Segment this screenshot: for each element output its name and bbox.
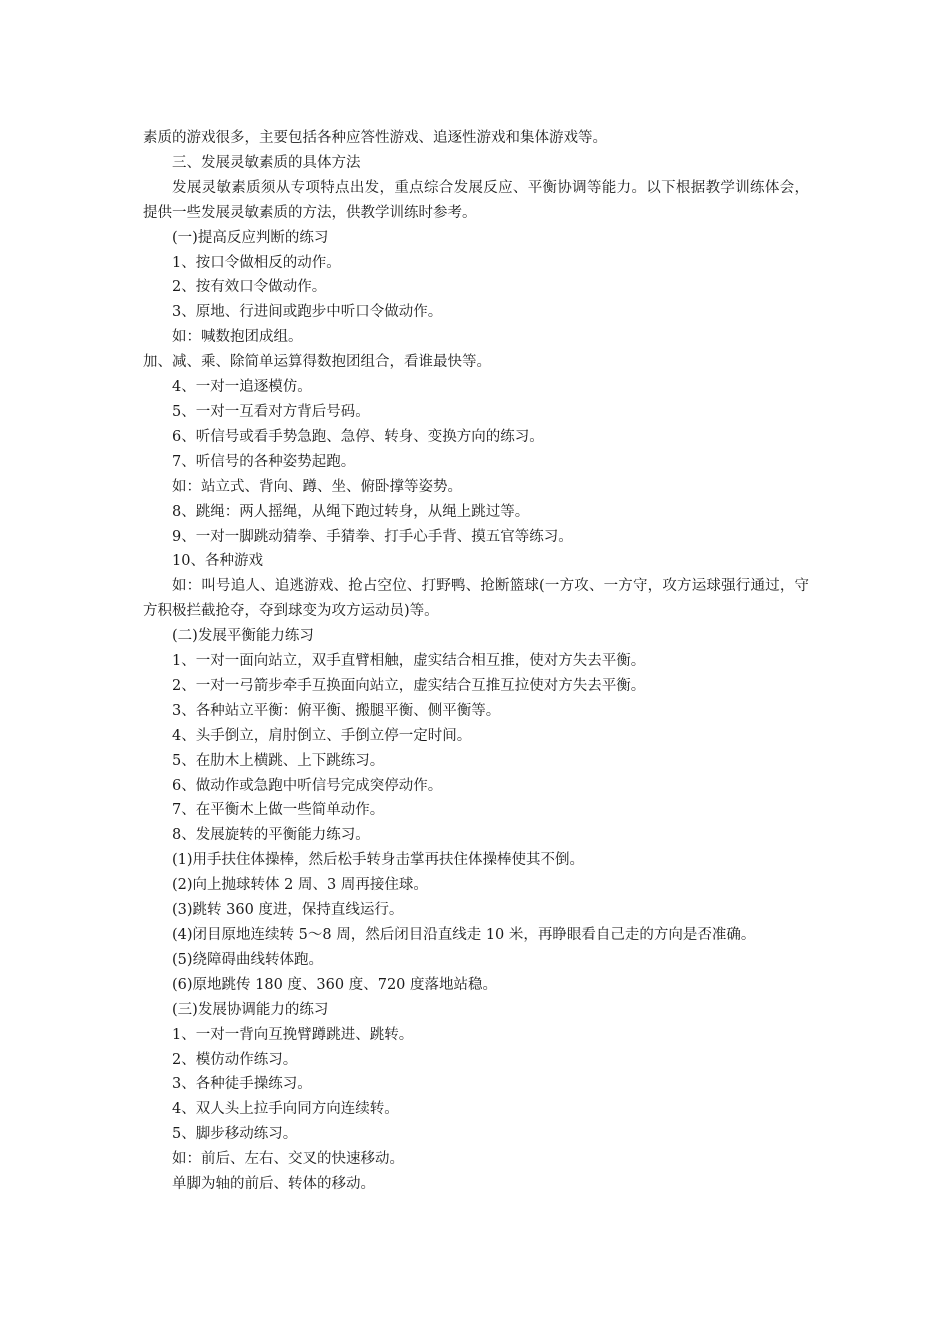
paragraph: 2、按有效口令做动作。 bbox=[172, 279, 327, 296]
paragraph: (6)原地跳传 180 度、360 度、720 度落地站稳。 bbox=[172, 976, 498, 993]
paragraph: (2)向上抛球转体 2 周、3 周再接住球。 bbox=[172, 877, 428, 894]
paragraph: 三、发展灵敏素质的具体方法 bbox=[172, 154, 361, 171]
paragraph: 5、在肋木上横跳、上下跳练习。 bbox=[172, 752, 385, 769]
paragraph: 4、双人头上拉手向同方向连续转。 bbox=[172, 1101, 399, 1118]
paragraph: 单脚为轴的前后、转体的移动。 bbox=[172, 1176, 375, 1193]
paragraph: 9、一对一脚跳动猜拳、手猜拳、打手心手背、摸五官等练习。 bbox=[172, 528, 573, 545]
paragraph: 6、听信号或看手势急跑、急停、转身、变换方向的练习。 bbox=[172, 428, 544, 445]
paragraph: 加、减、乘、除简单运算得数抱团组合，看谁最快等。 bbox=[143, 354, 491, 371]
paragraph: 1、按口令做相反的动作。 bbox=[172, 254, 341, 271]
paragraph: (4)闭目原地连续转 5～8 周，然后闭目沿直线走 10 米，再睁眼看自己走的方向是否准确。 bbox=[172, 927, 756, 943]
paragraph: 4、一对一追逐模仿。 bbox=[172, 379, 312, 396]
paragraph: 5、脚步移动练习。 bbox=[172, 1126, 298, 1143]
paragraph: 素质的游戏很多，主要包括各种应答性游戏、追逐性游戏和集体游戏等。 bbox=[143, 130, 607, 146]
paragraph: 如：站立式、背向、蹲、坐、俯卧撑等姿势。 bbox=[172, 478, 462, 495]
paragraph: 8、发展旋转的平衡能力练习。 bbox=[172, 827, 370, 844]
paragraph: 5、一对一互看对方背后号码。 bbox=[172, 403, 370, 420]
paragraph: 6、做动作或急跑中听信号完成突停动作。 bbox=[172, 777, 443, 794]
paragraph: 4、头手倒立，肩肘倒立、手倒立停一定时间。 bbox=[172, 727, 472, 744]
paragraph: 如：喊数抱团成组。 bbox=[172, 329, 303, 346]
paragraph: 7、在平衡木上做一些简单动作。 bbox=[172, 802, 385, 819]
paragraph: 3、各种站立平衡：俯平衡、搬腿平衡、侧平衡等。 bbox=[172, 702, 501, 719]
document-body bbox=[143, 126, 809, 1197]
paragraph: 3、原地、行进间或跑步中听口令做动作。 bbox=[172, 304, 443, 321]
paragraph: 2、一对一弓箭步牵手互换面向站立，虚实结合互推互拉使对方失去平衡。 bbox=[172, 677, 646, 694]
paragraph: 1、一对一面向站立，双手直臂相触，虚实结合相互推，使对方失去平衡。 bbox=[172, 653, 646, 670]
paragraph: (二)发展平衡能力练习 bbox=[172, 628, 314, 645]
paragraph: (3)跳转 360 度进，保持直线运行。 bbox=[172, 902, 404, 919]
paragraph: 如：叫号追人、追逃游戏、抢占空位、打野鸭、抢断篮球(一方攻、一方守，攻方运球强行通过，守方积极拦截抢夺，夺到球变为攻方运动员)等。 bbox=[143, 578, 809, 620]
paragraph: 1、一对一背向互挽臂蹲跳进、跳转。 bbox=[172, 1026, 414, 1043]
paragraph: 8、跳绳：两人摇绳，从绳下跑过转身，从绳上跳过等。 bbox=[172, 503, 530, 520]
paragraph: (1)用手扶住体操棒，然后松手转身击掌再扶住体操棒使其不倒。 bbox=[172, 852, 585, 869]
paragraph: 发展灵敏素质须从专项特点出发，重点综合发展反应、平衡协调等能力。以下根据教学训练体会，提供一些发展灵敏素质的方法，供教学训练时参考。 bbox=[143, 179, 809, 221]
paragraph: (5)绕障碍曲线转体跑。 bbox=[172, 951, 324, 968]
paragraph: 2、模仿动作练习。 bbox=[172, 1051, 298, 1068]
paragraph: 10、各种游戏 bbox=[172, 553, 263, 570]
paragraph: 7、听信号的各种姿势起跑。 bbox=[172, 453, 356, 470]
paragraph: 如：前后、左右、交叉的快速移动。 bbox=[172, 1151, 404, 1168]
paragraph: (三)发展协调能力的练习 bbox=[172, 1001, 329, 1018]
paragraph: (一)提高反应判断的练习 bbox=[172, 229, 329, 246]
paragraph: 3、各种徒手操练习。 bbox=[172, 1076, 312, 1093]
